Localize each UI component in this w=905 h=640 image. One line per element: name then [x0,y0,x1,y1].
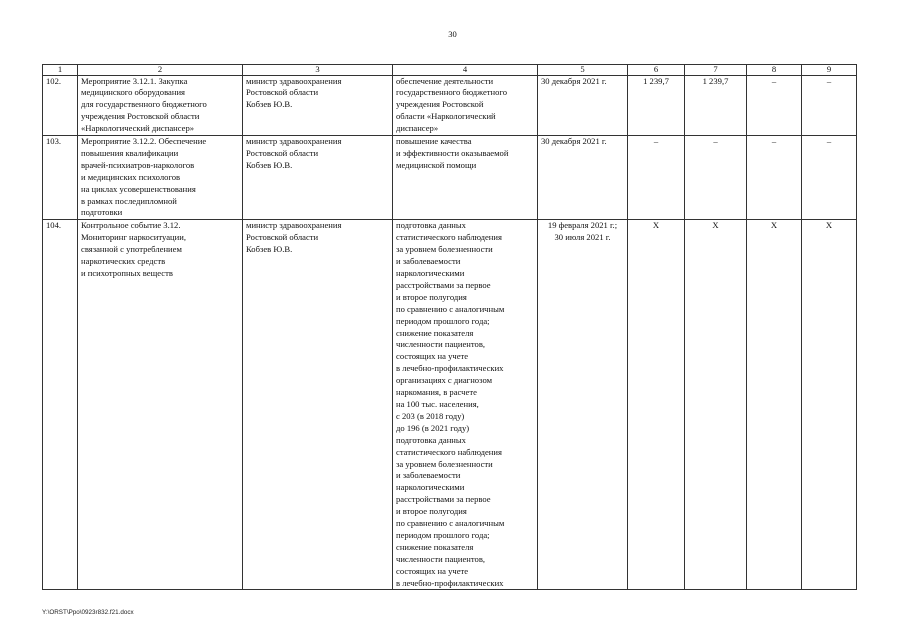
result-line: подготовка данных [396,434,466,445]
result-line: в лечебно-профилактических [396,363,504,374]
executor-cell [243,75,393,136]
value-cell-8: – [747,75,802,136]
value-cell-6: 1 239,7 [628,75,685,136]
measure-name-cell [78,136,243,220]
result-cell [393,75,538,136]
measure-name-line: медицинского оборудования [81,87,185,98]
result-line: подготовка данных [396,220,466,231]
result-line: периодом прошлого года; [396,315,490,326]
column-header: 3 [243,65,393,76]
result-line: расстройствами за первое [396,279,491,290]
result-line: по сравнению с аналогичным [396,518,505,529]
measure-name-line: врачей-психиатров-наркологов [81,159,195,170]
result-cell [393,220,538,590]
value-cell-7: – [685,136,747,220]
file-path-footer: Y:\ORST\Ppo\0923r832.f21.docx [42,609,134,616]
column-header: 4 [393,65,538,76]
executor-line: министр здравоохранения [246,220,342,231]
result-line: статистического наблюдения [396,232,502,243]
measure-name-line: Мероприятие 3.12.2. Обеспечение [81,136,207,147]
result-line: за уровнем болезненности [396,458,493,469]
executor-line: Кобзев Ю.В. [246,99,293,110]
executor-line: министр здравоохранения [246,136,342,147]
executor-line: Кобзев Ю.В. [246,244,293,255]
date-cell [538,75,628,136]
measure-name-line: и медицинских психологов [81,171,181,182]
result-line: и эффективности оказываемой [396,147,509,158]
measure-name-line: учреждения Ростовской области [81,111,200,122]
result-line: с 203 (в 2018 году) [396,410,465,421]
result-line: наркологическими [396,268,465,278]
date-cell [538,136,628,220]
result-line: по сравнению с аналогичным [396,303,505,314]
table-row [43,136,857,220]
date-line: 30 июля 2021 г. [554,232,611,243]
value-cell-7: 1 239,7 [685,75,747,136]
measure-name-line: на циклах усовершенствования [81,183,196,194]
row-number: 104. [43,220,78,590]
value-cell-6: Х [628,220,685,590]
result-line: состоящих на учете [396,351,469,362]
date-line: 30 декабря 2021 г. [541,75,607,86]
result-line: расстройствами за первое [396,494,491,505]
result-line: и второе полугодия [396,506,467,517]
column-header: 7 [685,65,747,76]
page-number: 30 [448,29,457,39]
executor-cell [243,136,393,220]
table-row [43,75,857,136]
value-cell-9: Х [802,220,857,590]
result-line: и второе полугодия [396,291,467,302]
result-line: периодом прошлого года; [396,529,490,540]
result-line: медицинской помощи [396,159,477,170]
measure-name-line: «Наркологический диспансер» [81,123,195,134]
executor-line: министр здравоохранения [246,75,342,86]
column-header: 2 [78,65,243,76]
column-header: 5 [538,65,628,76]
executor-line: Ростовской области [246,232,319,243]
date-cell [538,220,628,590]
row-number: 103. [43,136,78,220]
measure-name-cell [78,75,243,136]
column-header: 9 [802,65,857,76]
row-number: 102. [43,75,78,136]
measure-name-line: подготовки [81,207,123,218]
table-header-row [43,65,857,76]
date-line: 19 февраля 2021 г.; [547,220,618,231]
result-line: на 100 тыс. населения, [396,398,479,409]
executor-line: Ростовской области [246,87,319,98]
plan-table [42,64,857,590]
column-header: 6 [628,65,685,76]
result-line: обеспечение деятельности [396,75,494,86]
measure-name-line: Контрольное событие 3.12. [81,220,181,231]
measure-name-line: связанной с употреблением [81,244,182,255]
column-header: 1 [43,65,78,76]
result-line: и заболеваемости [396,256,461,267]
result-line: наркологическими [396,482,465,493]
result-line: статистического наблюдения [396,446,502,457]
result-line: и заболеваемости [396,470,461,481]
executor-line: Кобзев Ю.В. [246,159,293,170]
value-cell-6: – [628,136,685,220]
table-row [43,220,857,590]
measure-name-line: для государственного бюджетного [81,99,207,110]
measure-name-line: в рамках последипломной [81,195,177,206]
result-line: наркомания, в расчете [396,387,477,398]
value-cell-8: Х [747,220,802,590]
measure-name-cell [78,220,243,590]
result-line: численности пациентов, [396,339,486,350]
result-line: диспансер» [396,123,439,134]
result-line: за уровнем болезненности [396,244,493,255]
measure-name-line: повышения квалификации [81,147,179,158]
measure-name-line: наркотических средств [81,256,166,267]
result-cell [393,136,538,220]
result-line: состоящих на учете [396,565,469,576]
executor-cell [243,220,393,590]
result-line: области «Наркологический [396,111,496,122]
measure-name-line: и психотропных веществ [81,268,173,278]
result-line: государственного бюджетного [396,87,508,98]
measure-name-line: Мероприятие 3.12.1. Закупка [81,75,188,86]
value-cell-8: – [747,136,802,220]
value-cell-9: – [802,136,857,220]
result-line: повышение качества [396,136,472,147]
result-line: численности пациентов, [396,553,486,564]
executor-line: Ростовской области [246,147,319,158]
column-header: 8 [747,65,802,76]
result-line: до 196 (в 2021 году) [396,422,470,433]
date-line: 30 декабря 2021 г. [541,136,607,147]
result-line: организациях с диагнозом [396,375,493,386]
result-line: в лечебно-профилактических [396,577,504,588]
value-cell-9: – [802,75,857,136]
result-line: снижение показателя [396,541,474,552]
measure-name-line: Мониторинг наркоситуации, [81,232,186,243]
result-line: учреждения Ростовской [396,99,484,110]
result-line: снижение показателя [396,327,474,338]
value-cell-7: Х [685,220,747,590]
